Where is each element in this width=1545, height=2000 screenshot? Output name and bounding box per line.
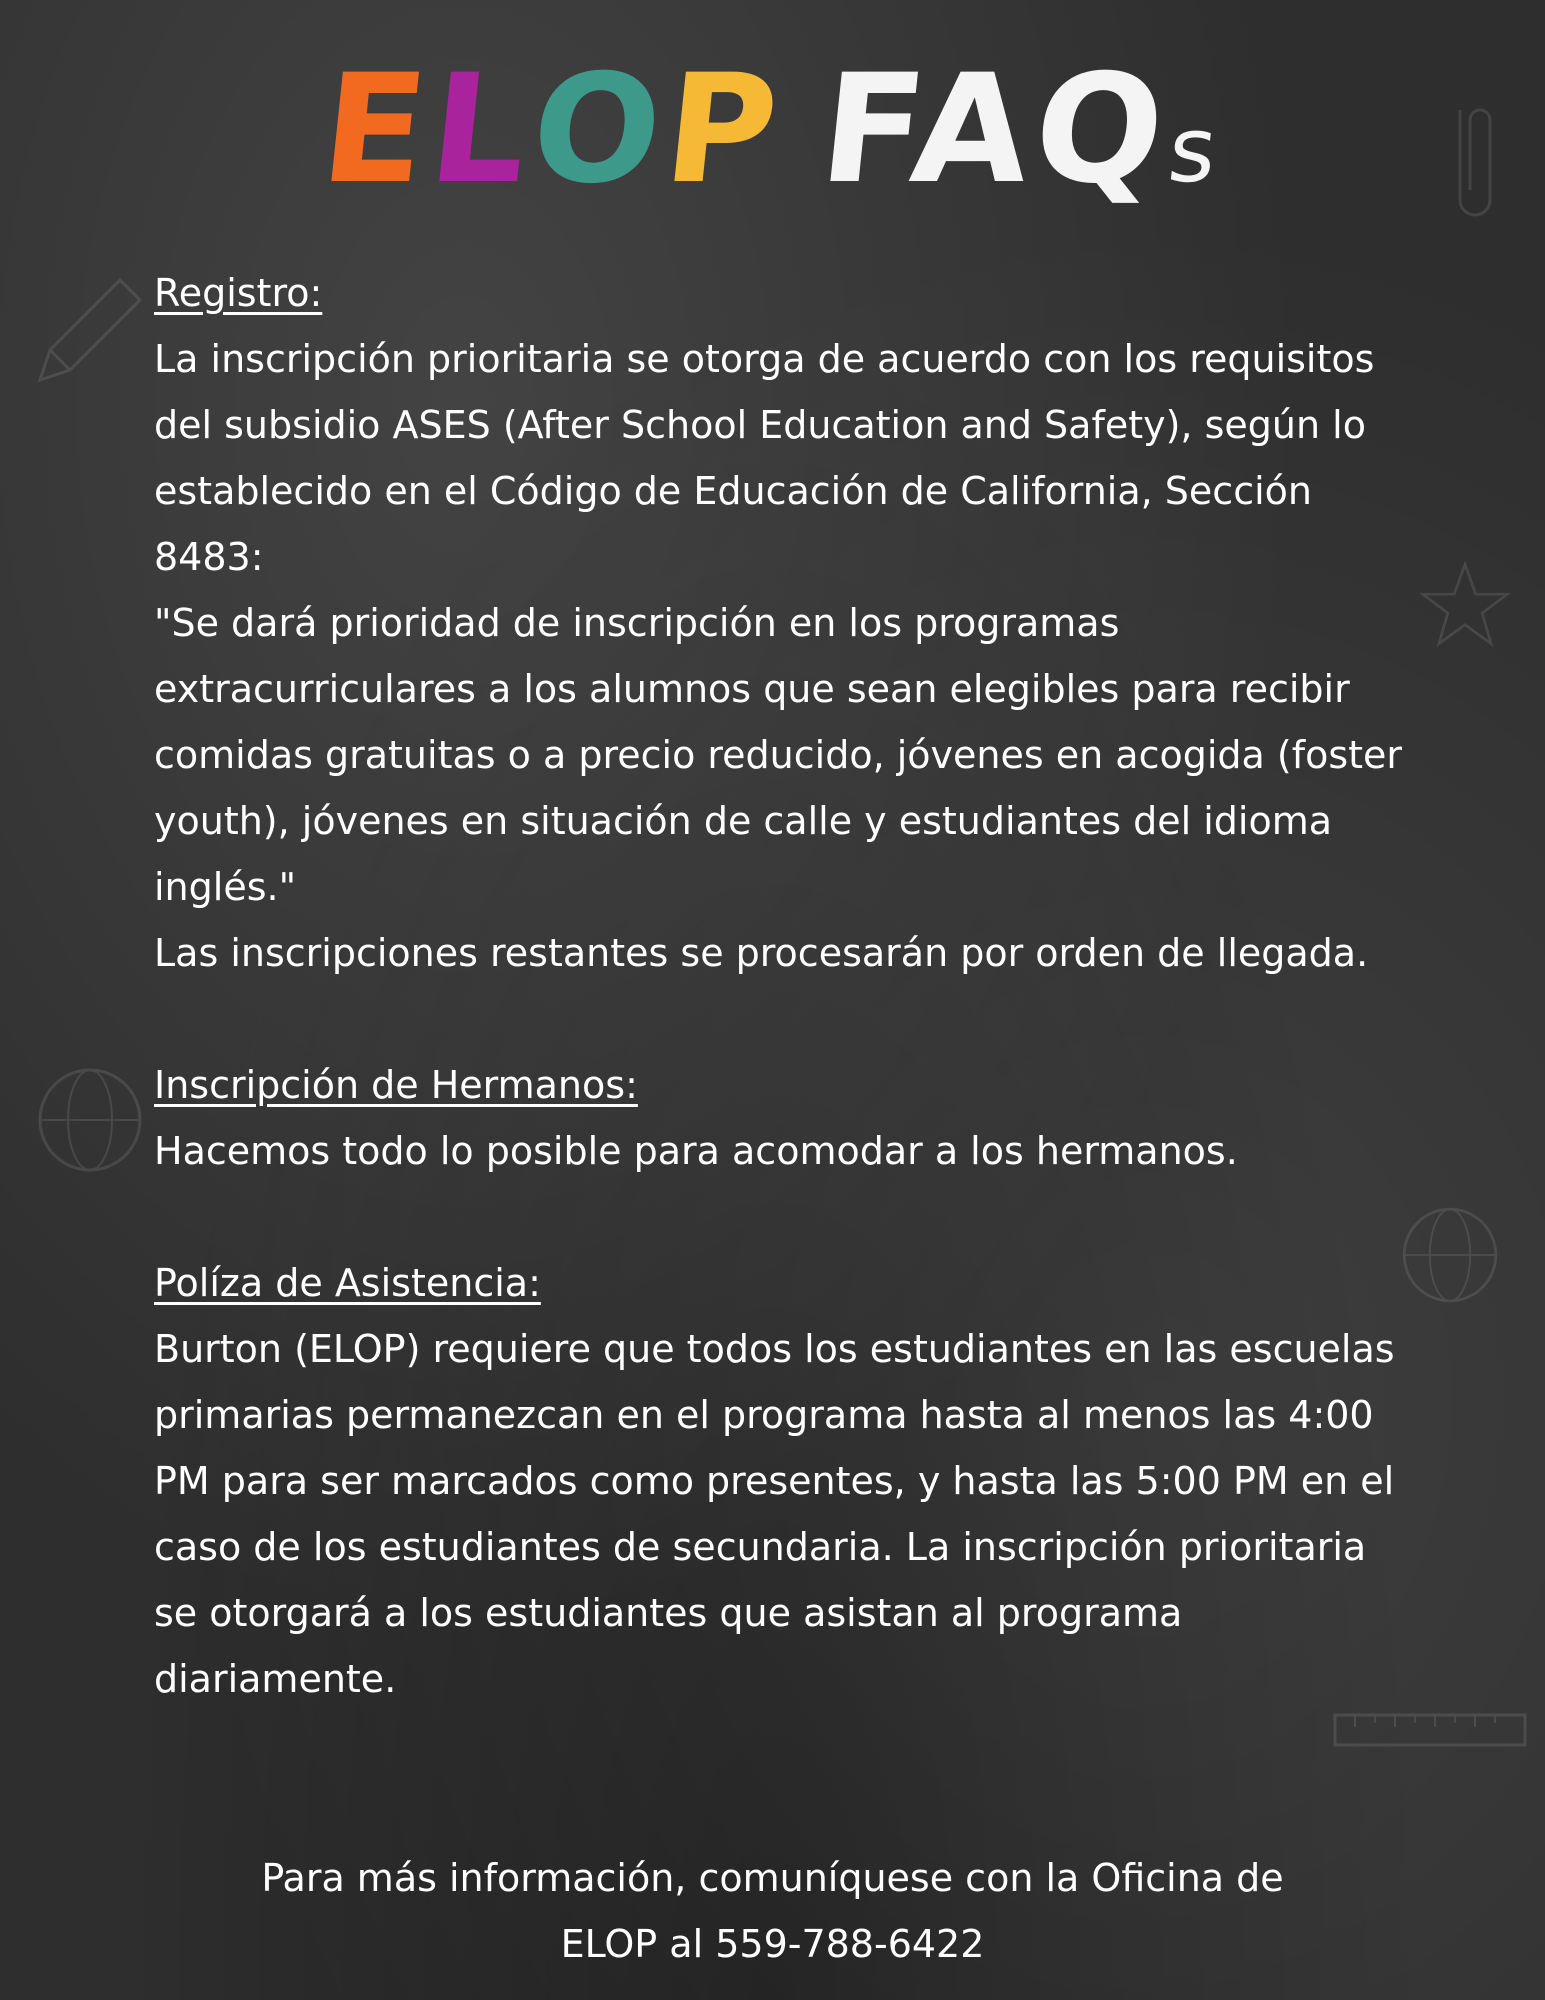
- title-s: s: [1163, 98, 1228, 203]
- page-title: [0, 43, 1545, 226]
- section-paragraph: Las inscripciones restantes se procesarán por orden de llegada.: [154, 931, 1369, 975]
- title-letter-o: O: [523, 43, 676, 217]
- footer-line: Para más información, comuníquese con la Oficina de: [261, 1856, 1284, 1900]
- section-registro: [154, 260, 1414, 986]
- title-letter-e: E: [313, 43, 441, 217]
- chalk-star-icon: [1420, 560, 1510, 650]
- section-heading: Registro:: [154, 271, 323, 315]
- title-letter-l: L: [422, 43, 543, 217]
- chalk-pencil-icon: [20, 260, 160, 400]
- section-paragraph: Hacemos todo lo posible para acomodar a los hermanos.: [154, 1129, 1238, 1173]
- section-quote: "Se dará prioridad de inscripción en los programas extracurriculares a los alumnos que sean elegibles para recibir comidas gratuitas o a precio reducido, jóvenes en acogida (foster youth), jóvenes en situación de calle y estudiantes del idioma inglés.": [154, 601, 1403, 909]
- footer-phone: ELOP al 559-788-6422: [560, 1922, 985, 1966]
- faq-content: [154, 260, 1414, 1778]
- section-heading: Inscripción de Hermanos:: [154, 1063, 638, 1107]
- contact-footer: [120, 1845, 1425, 1977]
- section-paragraph: La inscripción prioritaria se otorga de acuerdo con los requisitos del subsidio ASES (After School Education and Safety), según lo establecido en el Código de Educación de California, Sección 8483:: [154, 337, 1375, 579]
- section-paragraph: Burton (ELOP) requiere que todos los estudiantes en las escuelas primarias permanezcan en el programa hasta al menos las 4:00 PM para ser marcados como presentes, y hasta las 5:00 PM en el caso de los estudiantes de secundaria. La inscripción prioritaria se otorgará a los estudiantes que asistan al programa diariamente.: [154, 1327, 1395, 1701]
- title-faq: FAQ: [813, 43, 1179, 217]
- section-hermanos: [154, 1052, 1414, 1184]
- chalk-globe-icon: [30, 1060, 150, 1180]
- section-asistencia: [154, 1250, 1414, 1712]
- title-letter-p: P: [657, 43, 792, 217]
- section-heading: Políza de Asistencia:: [154, 1261, 541, 1305]
